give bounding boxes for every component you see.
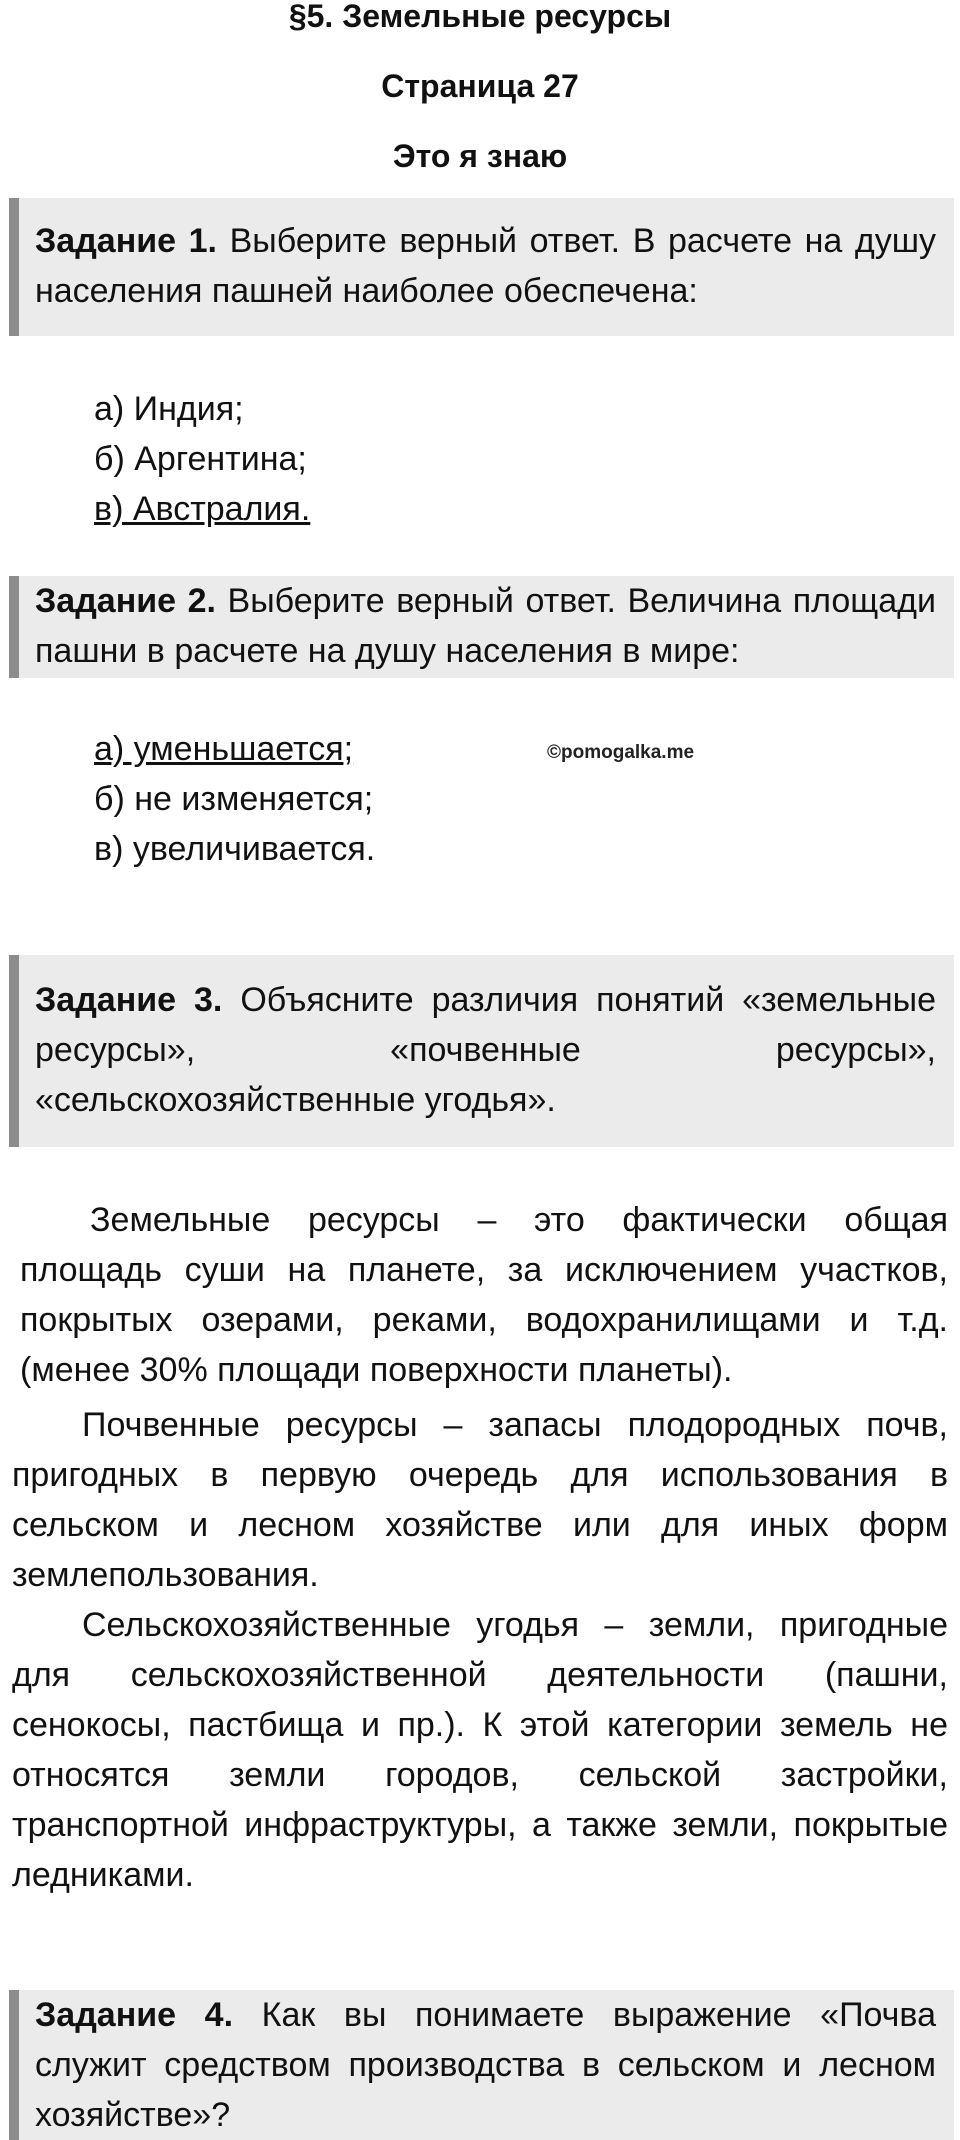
task-4-text: Как вы понимаете выражение «Почва служит средством производства в сельском и лесном хозяйстве»? xyxy=(35,1996,936,2134)
task-2-box xyxy=(9,576,954,678)
task-1-option-b-text: б) Аргентина; xyxy=(94,440,307,478)
answer-text-agricultural-land: Сельскохозяйственные угодья – земли, пригодные для сельскохозяйственной деятельности (пашни, сенокосы, пастбища и пр.). К этой категории земель не относятся земли городов, сельской застройки, транспортной инфраструктуры, а также земли, покрытые ледниками. xyxy=(12,1606,948,1894)
task-3-box xyxy=(9,955,954,1147)
task-1-option-c-correct xyxy=(94,484,310,534)
task-2-option-a-correct xyxy=(94,724,375,774)
watermark: ©pomogalka.me xyxy=(547,742,695,763)
section-heading: Это я знаю xyxy=(392,138,568,174)
task-4-box xyxy=(9,1990,954,2140)
task-2-options xyxy=(94,724,375,874)
page-number-heading: Страница 27 xyxy=(381,68,579,104)
task-1-options xyxy=(94,384,310,534)
task-2-option-c xyxy=(94,824,375,874)
answer-paragraph-soil-resources xyxy=(12,1400,948,1600)
task-1-option-a xyxy=(94,384,310,434)
answer-text-soil-resources: Почвенные ресурсы – запасы плодородных почв, пригодных в первую очередь для использования в сельском и лесном хозяйстве или для иных форм землепользования. xyxy=(12,1406,948,1594)
task-3-label: Задание 3. xyxy=(35,981,223,1019)
task-2-option-b-text: б) не изменяется; xyxy=(94,780,374,818)
task-2-option-a-text: а) уменьшается; xyxy=(94,730,354,768)
task-2-option-b xyxy=(94,774,375,824)
chapter-title: §5. Земельные ресурсы xyxy=(288,0,672,34)
answer-paragraph-land-resources xyxy=(20,1195,948,1395)
task-2-text: Выберите верный ответ. Величина площади пашни в расчете на душу населения в мире: xyxy=(35,582,936,670)
answer-text-land-resources: Земельные ресурсы – это фактически общая площадь суши на планете, за исключением участков, покрытых озерами, реками, водохранилищами и т.д. (менее 30% площади поверхности планеты). xyxy=(20,1201,948,1389)
answer-paragraph-agricultural-land xyxy=(12,1600,948,1900)
task-1-box xyxy=(9,198,954,336)
task-3-text: Объясните различия понятий «земельные ресурсы», «почвенные ресурсы», «сельскохозяйственные угодья». xyxy=(35,981,936,1119)
task-4-label: Задание 4. xyxy=(35,1996,234,2034)
task-2-label: Задание 2. xyxy=(35,582,216,620)
task-1-option-a-text: а) Индия; xyxy=(94,390,244,428)
task-1-text: Выберите верный ответ. В расчете на душу населения пашней наиболее обеспечена: xyxy=(35,222,936,310)
task-1-option-c-text: в) Австралия. xyxy=(94,490,311,528)
task-2-option-c-text: в) увеличивается. xyxy=(94,830,376,868)
task-1-label: Задание 1. xyxy=(35,222,218,260)
task-1-option-b xyxy=(94,434,310,484)
